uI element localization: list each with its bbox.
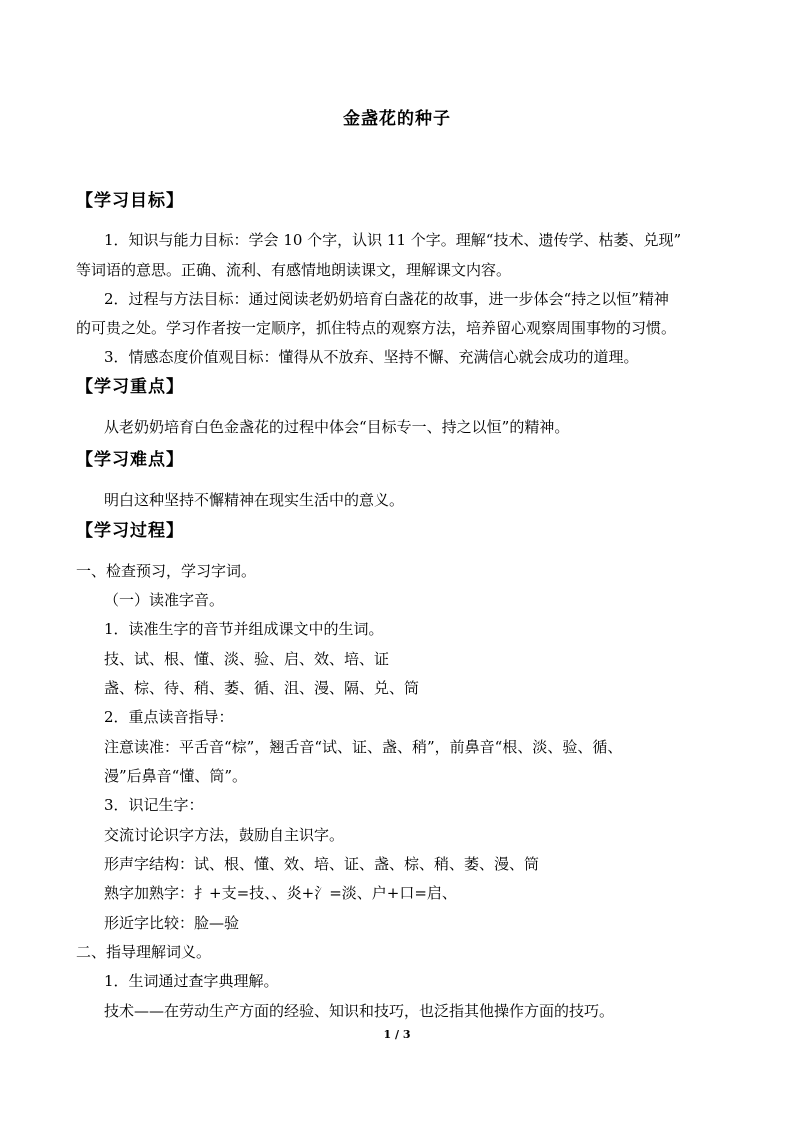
process-line-3: 1．读准生字的音节并组成课文中的生词。 [104,620,384,638]
process-line-15: 1．生词通过查字典理解。 [104,972,279,990]
process-line-7: 注意读准：平舌音“棕”，翘舌音“试、证、盏、稍”，前鼻音“根、淡、验、循、 [104,738,623,756]
process-line-8: 漫”后鼻音“懂、筒”。 [104,767,248,785]
section-heading-difficulties: 【学习难点】 [76,450,184,470]
process-line-14: 二、指导理解词义。 [76,943,212,961]
process-line-9: 3．识记生字： [104,796,204,814]
section-heading-goals: 【学习目标】 [76,191,184,211]
key-points-text: 从老奶奶培育白色金盏花的过程中体会“目标专一、持之以恒”的精神。 [104,418,570,436]
process-line-1: 一、检查预习，学习字词。 [76,562,257,580]
page-indicator: 1 / 3 [383,1028,411,1041]
section-heading-process: 【学习过程】 [76,521,184,541]
process-line-12: 熟字加熟字：扌+支=技、、炎+氵=淡、户+口=启、 [104,884,457,902]
process-line-6: 2．重点读音指导： [104,708,234,726]
goal-line-2: 等词语的意思。正确、流利、有感情地朗读课文，理解课文内容。 [76,261,512,279]
process-line-11: 形声字结构：试、根、懂、效、培、证、盏、棕、稍、萎、漫、筒 [104,855,540,873]
process-line-2: （一）读准字音。 [104,591,225,609]
goal-line-1: 1．知识与能力目标：学会 10 个字，认识 11 个字。理解“技术、遗传学、枯萎、兑现” [104,231,682,249]
goal-line-5: 3．情感态度价值观目标：懂得从不放弃、坚持不懈、充满信心就会成功的道理。 [104,348,639,366]
goal-line-3: 2．过程与方法目标：通过阅读老奶奶培育白盏花的故事，进一步体会“持之以恒”精神 [104,290,669,308]
process-line-4: 技、试、根、懂、淡、验、启、效、培、证 [104,650,390,668]
process-line-10: 交流讨论识字方法，鼓励自主识字。 [104,826,345,844]
process-line-16: 技术——在劳动生产方面的经验、知识和技巧，也泛指其他操作方面的技巧。 [104,1002,615,1020]
difficulties-text: 明白这种坚持不懈精神在现实生活中的意义。 [104,491,405,509]
process-line-5: 盏、棕、待、稍、萎、循、沮、漫、隔、兑、筒 [104,679,420,697]
process-line-13: 形近字比较：脸—验 [104,914,240,932]
section-heading-key-points: 【学习重点】 [76,377,184,397]
document-title: 金盏花的种子 [343,109,451,129]
goal-line-4: 的可贵之处。学习作者按一定顺序，抓住特点的观察方法，培养留心观察周围事物的习惯。 [76,319,677,337]
